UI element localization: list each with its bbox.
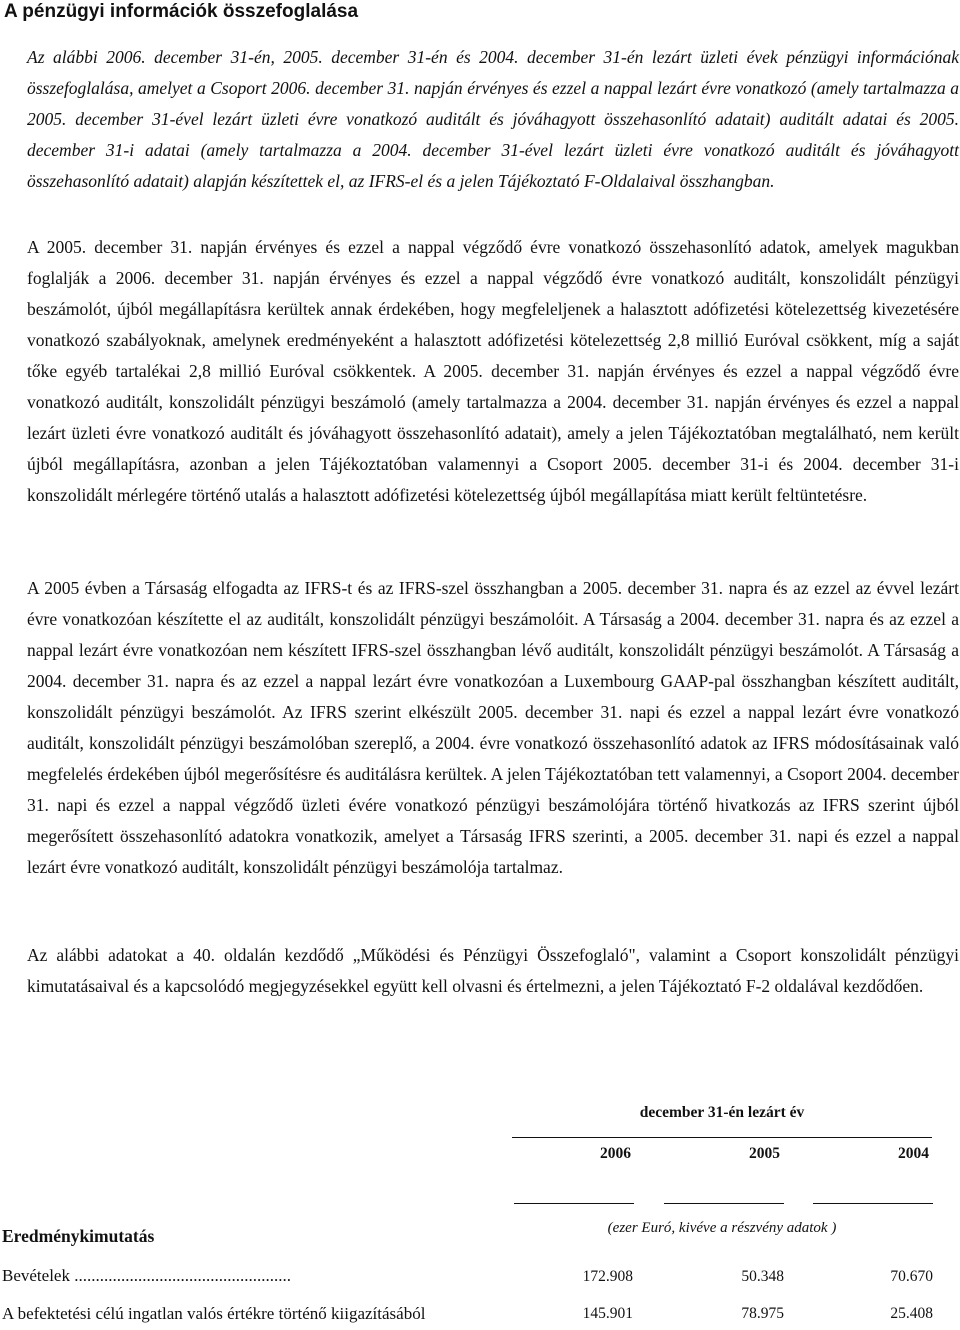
unit-note: (ezer Euró, kivéve a részvény adatok ) [607, 1220, 837, 1236]
restatement-paragraph: A 2005. december 31. napján érvényes és ezzel a nappal végződő évre vonatkozó összehasonlító adatok, amelyek magukban foglalják a 2006. december 31. napján érvényes és ezzel a nappal végződő évre vonatkozó auditált, konszolidált pénzügyi beszámolót, újból megállapításra kerültek annak érdekében, hogy megfeleljenek a halasztott adófizetési kötelezettség kivezetésére vonatkozó szabályoknak, amelynek eredményeként a halasztott adófizetési kötelezettség 2,8 millió Euróval csökkent, míg a saját tőke egyéb tartalékai 2,8 millió Euróval csökkentek. A 2005. december 31. napján érvényes és ezzel a nappal végződő évre vonatkozó auditált, konszolidált pénzügyi beszámoló (amely tartalmazza a 2004. december 31. napján érvényes és ezzel a nappal lezárt üzleti évre vonatkozó auditált és jóváhagyott összehasonlító adatait), amely a jelen Tájékoztatóban megtalálható, nem került újból megállapításra, azonban a jelen Tájékoztatóban valamennyi a Csoport 2005. december 31-i és 2004. december 31-i konszolidált mérlegére történő utalás a halasztott adófizetési kötelezettség újból megállapítása miatt került feltüntetésre. [27, 237, 959, 505]
ifrs-adoption-paragraph: A 2005 évben a Társaság elfogadta az IFRS-t és az IFRS-szel összhangban a 2005. december 31. napra és az ezzel az évvel lezárt évre vonatkozóan készítette el az auditált, konszolidált pénzügyi beszámolóit. A Társaság a 2004. december 31. napra és az ezzel a nappal lezárt évre vonatkozóan nem készített IFRS-szel összhangban lévő auditált, konszolidált pénzügyi beszámolót. A Társaság a 2004. december 31. napra és az ezzel a nappal lezárt évre vonatkozóan a Luxembourg GAAP-pal összhangban készített auditált, konszolidált pénzügyi beszámolót. Az IFRS szerint elkészült 2005. december 31. napi és ezzel a nappal lezárt évre vonatkozó auditált, konszolidált pénzügyi beszámolóban szereplő, a 2004. évre vonatkozó összehasonlító adatok az IFRS módosításainak való megfelelés érdekében újból megerősítésre és auditálásra kerültek. A jelen Tájékoztatóban tett valamennyi, a Csoport 2004. december 31. napi és ezzel a nappal végződő üzleti évére vonatkozó pénzügyi beszámolójára történő hivatkozás az IFRS szerint újból megerősített összehasonlító adatokra vonatkozik, amelyet a Társaság IFRS szerinti, a 2005. december 31. napi és ezzel a nappal lezárt évre vonatkozó auditált, konszolidált pénzügyi beszámolója tartalmaz. [27, 578, 959, 877]
year-rule-2004 [813, 1203, 933, 1204]
row-value-2006: 172.908 [582, 1268, 633, 1285]
row-value-2006: 145.901 [582, 1305, 633, 1322]
row-value-2005: 78.975 [741, 1305, 784, 1322]
row-value-2004: 25.408 [890, 1305, 933, 1322]
year-header-2006: 2006 [600, 1145, 631, 1162]
reading-note-paragraph: Az alábbi adatokat a 40. oldalán kezdődő „Működési és Pénzügyi Összefoglaló", valamint a Csoport konszolidált pénzügyi kimutatásaival és a kapcsolódó megjegyzésekkel együtt kell olvasni és értelmezni, a jelen Tájékoztató F-2 oldalával kezdődően. [27, 945, 959, 996]
page-title: A pénzügyi információk összefoglalása [4, 1, 359, 22]
intro-paragraph: Az alábbi 2006. december 31-én, 2005. december 31-én és 2004. december 31-én lezárt üzleti évek pénzügyi információnak összefoglalása, amelyet a Csoport 2006. december 31. napján érvényes és ezzel a nappal lezárt évre vonatkozó (amely tartalmazza a 2005. december 31-ével lezárt üzleti évre vonatkozó auditált és jóváhagyott összehasonlító adatait) auditált adatai és 2005. december 31-i adatai (amely tartalmazza a 2004. december 31-ével lezárt üzleti évre vonatkozó auditált és jóváhagyott összehasonlító adatait) alapján készítettek el, az IFRS-el és a jelen Tájékoztató F-Oldalaival összhangban. [27, 47, 959, 191]
year-header-2005: 2005 [749, 1145, 780, 1162]
year-rule-2006 [514, 1203, 634, 1204]
section-heading: Eredménykimutatás [2, 1226, 155, 1246]
year-header-2004: 2004 [898, 1145, 929, 1162]
row-label: A befektetési célú ingatlan valós értékre történő kiigazításából [2, 1304, 426, 1323]
row-value-2005: 50.348 [741, 1268, 784, 1285]
year-rule-2005 [664, 1203, 784, 1204]
row-label: Bevételek ................................................... [2, 1266, 291, 1285]
row-value-2004: 70.670 [890, 1268, 933, 1285]
header-rule [512, 1137, 932, 1138]
period-header: december 31-én lezárt év [639, 1104, 805, 1121]
